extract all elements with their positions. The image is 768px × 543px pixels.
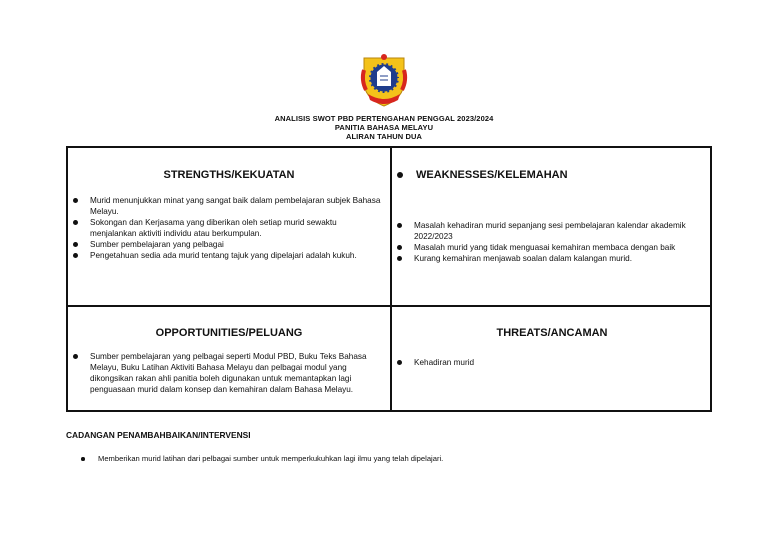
threats-title: THREATS/ANCAMAN [496, 327, 608, 339]
list-item: Memberikan murid latihan dari pelbagai sumber untuk memperkukuhkan lagi ilmu yang telah dipelajari. [66, 454, 706, 464]
document-subtitle-2: ALIRAN TAHUN DUA [345, 132, 423, 141]
strengths-cell [68, 148, 390, 305]
bullet-icon [397, 256, 402, 261]
opportunities-title: OPPORTUNITIES/PELUANG [155, 327, 303, 339]
bullet-icon [397, 245, 402, 250]
section-title: CADANGAN PENAMBAHBAIKAN/INTERVENSI [66, 430, 251, 440]
list-item: Sumber pembelajaran yang pelbagai seperti Modul PBD, Buku Teks Bahasa Melayu, Buku Latihan Aktiviti Bahasa Melayu dan pelbagai modul yang dikongsikan rakan ahli panitia boleh digunakan untuk memantapkan lagi penguasaan murid dalam konsep dan kemahiran dalam Bahasa Melayu. [68, 351, 383, 395]
threats-list [392, 357, 708, 368]
threats-cell [392, 307, 712, 412]
weaknesses-cell [392, 148, 712, 305]
strengths-title: STRENGTHS/KEKUATAN [163, 169, 295, 181]
bullet-icon [397, 360, 402, 365]
list-item: Kehadiran murid [392, 357, 708, 368]
opportunities-list [68, 351, 383, 395]
list-item: Murid menunjukkan minat yang sangat baik dalam pembelajaran subjek Bahasa Melayu. [68, 195, 383, 217]
document-title: ANALISIS SWOT PBD PERTENGAHAN PENGGAL 2023/2024 [274, 114, 494, 123]
list-item: Masalah kehadiran murid sepanjang sesi pembelajaran kalendar akademik 2022/2023 [392, 220, 708, 242]
bullet-icon [81, 457, 85, 461]
list-item: Sumber pembelajaran yang pelbagai [68, 239, 383, 250]
bullet-icon [73, 242, 78, 247]
bullet-icon [73, 253, 78, 258]
weaknesses-list [392, 220, 708, 264]
bullet-icon [73, 198, 78, 203]
strengths-list [68, 195, 383, 261]
opportunities-cell [68, 307, 390, 412]
bullet-icon [73, 220, 78, 225]
bullet-icon [397, 223, 402, 228]
bullet-icon [73, 354, 78, 359]
weaknesses-title: WEAKNESSES/KELEMAHAN [416, 169, 568, 181]
school-crest-icon [358, 52, 410, 110]
list-item: Masalah murid yang tidak menguasai kemahiran membaca dengan baik [392, 242, 708, 253]
list-item: Pengetahuan sedia ada murid tentang tajuk yang dipelajari adalah kukuh. [68, 250, 383, 261]
swot-table [66, 146, 712, 412]
list-item: Sokongan dan Kerjasama yang diberikan oleh setiap murid sewaktu menjalankan aktiviti individu atau berkumpulan. [68, 217, 383, 239]
cadangan-list [66, 454, 706, 464]
list-item: Kurang kemahiran menjawab soalan dalam kalangan murid. [392, 253, 708, 264]
document-subtitle: PANITIA BAHASA MELAYU [334, 123, 434, 132]
